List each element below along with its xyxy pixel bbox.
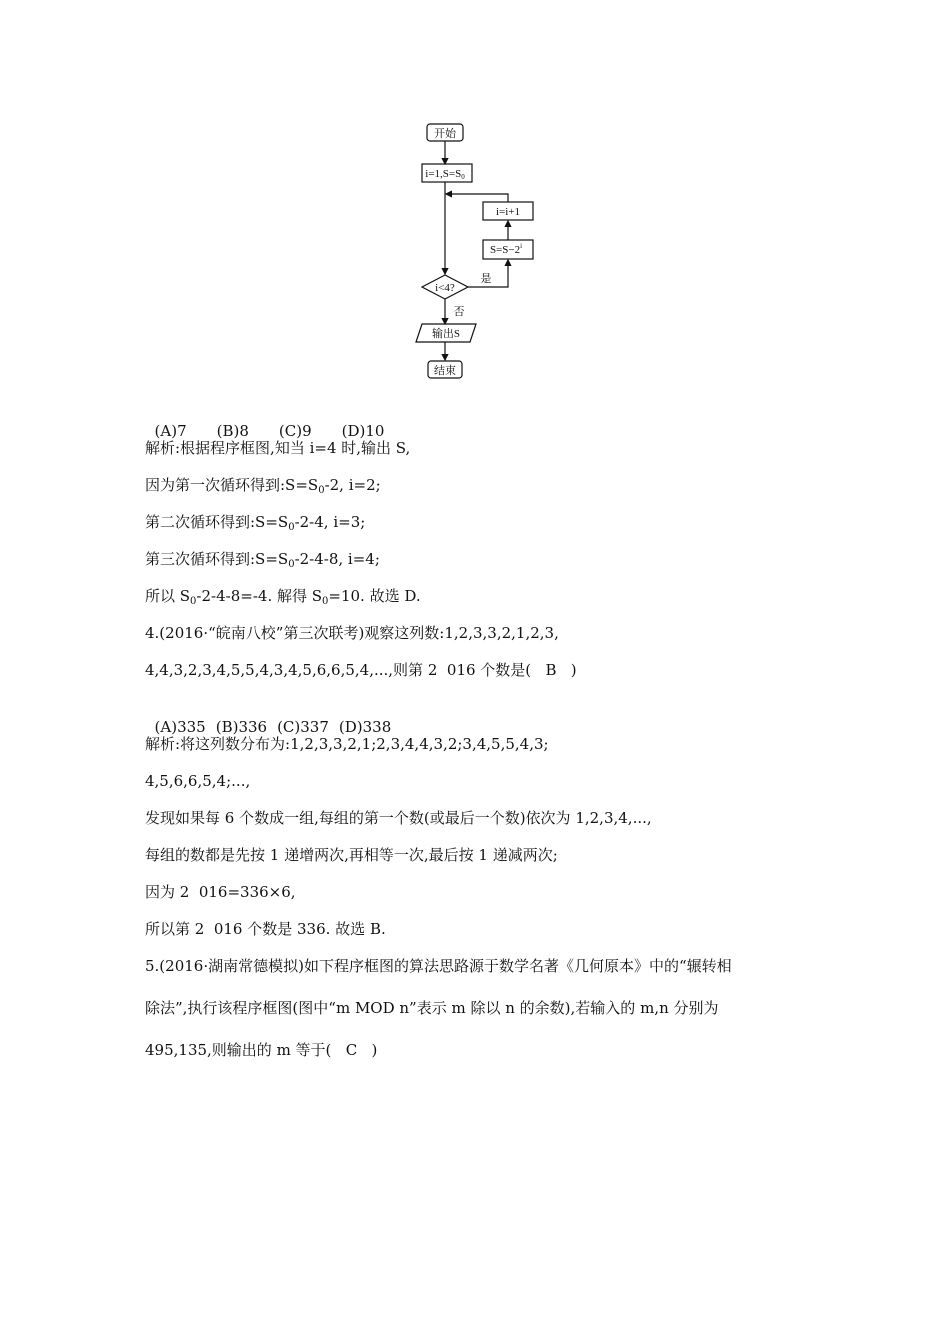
option-d: (D)10 (341, 422, 385, 440)
flowchart (400, 118, 550, 388)
solution-line: 第三次循环得到$:S=S_0-2-4-8$, i=4; (145, 550, 380, 570)
solution-line: 因为 2 016=336×6, (145, 883, 296, 901)
solution-line: 发现如果每 6 个数成一组,每组的第一个数(或最后一个数)依次为 1,2,3,4,..., (145, 809, 652, 827)
option-b: (B)336 (215, 718, 268, 736)
flowchart-diagram (400, 118, 550, 388)
option-c: (C)337 (277, 718, 329, 736)
option-c: (C)9 (278, 422, 312, 440)
question-4-line: 4.(2016·“皖南八校”第三次联考)观察这列数:1,2,3,3,2,1,2,3, (145, 624, 559, 642)
solution-line: 解析:根据程序框图,知当 i=4 时,输出 S, (145, 439, 411, 457)
init-label: i=1,S=S0 (425, 168, 465, 181)
option-d: (D)338 (338, 718, 392, 736)
solution-line: 每组的数都是先按 1 递增两次,再相等一次,最后按 1 递减两次; (145, 846, 558, 864)
option-b: (B)8 (216, 422, 249, 440)
option-a: (A)7 (154, 422, 187, 440)
solution-line: 因为第一次循环得到$:S=S_0-2$, i=2; (145, 476, 381, 496)
end-label: 结束 (434, 365, 456, 377)
solution-line: 所以第 2 016 个数是 336. 故选 B. (145, 920, 386, 938)
yes-label: 是 (480, 273, 492, 285)
question-5-line: 495,135,则输出的 m 等于( C ) (145, 1041, 378, 1059)
solution-line: 第二次循环得到$:S=S_0-2-4$, i=3; (145, 513, 366, 533)
question-5-line: 除法”,执行该程序框图(图中“m MOD n”表示 m 除以 n 的余数),若输入的 m,n 分别为 (145, 999, 719, 1017)
question-5-line: 5.(2016·湖南常德模拟)如下程序框图的算法思路源于数学名著《几何原本》中的“辗转相 (145, 957, 732, 975)
option-a: (A)335 (154, 718, 206, 736)
update-label: $S=S-2^i$ (489, 242, 523, 256)
q4-options (145, 697, 391, 737)
output-label: 输出S (431, 328, 461, 340)
no-label: 否 (453, 306, 465, 318)
solution-line: 解析:将这列数分布为:1,2,3,3,2,1;2,3,4,4,3,2;3,4,5,5,4,3; (145, 735, 549, 753)
increment-label: i=i+1 (495, 206, 521, 218)
condition-label: i<4? (435, 282, 455, 294)
q3-options (145, 401, 384, 441)
solution-line: 4,5,6,6,5,4;..., (145, 772, 251, 790)
start-label: 开始 (434, 128, 456, 140)
solution-line: 所以 $S_0-2-4-8=-4$. 解得 $S_0=10$. 故选 D. (145, 587, 421, 607)
question-4-line: 4,4,3,2,3,4,5,5,4,3,4,5,6,6,5,4,...,则第 2 016 个数是( B ) (145, 661, 577, 679)
